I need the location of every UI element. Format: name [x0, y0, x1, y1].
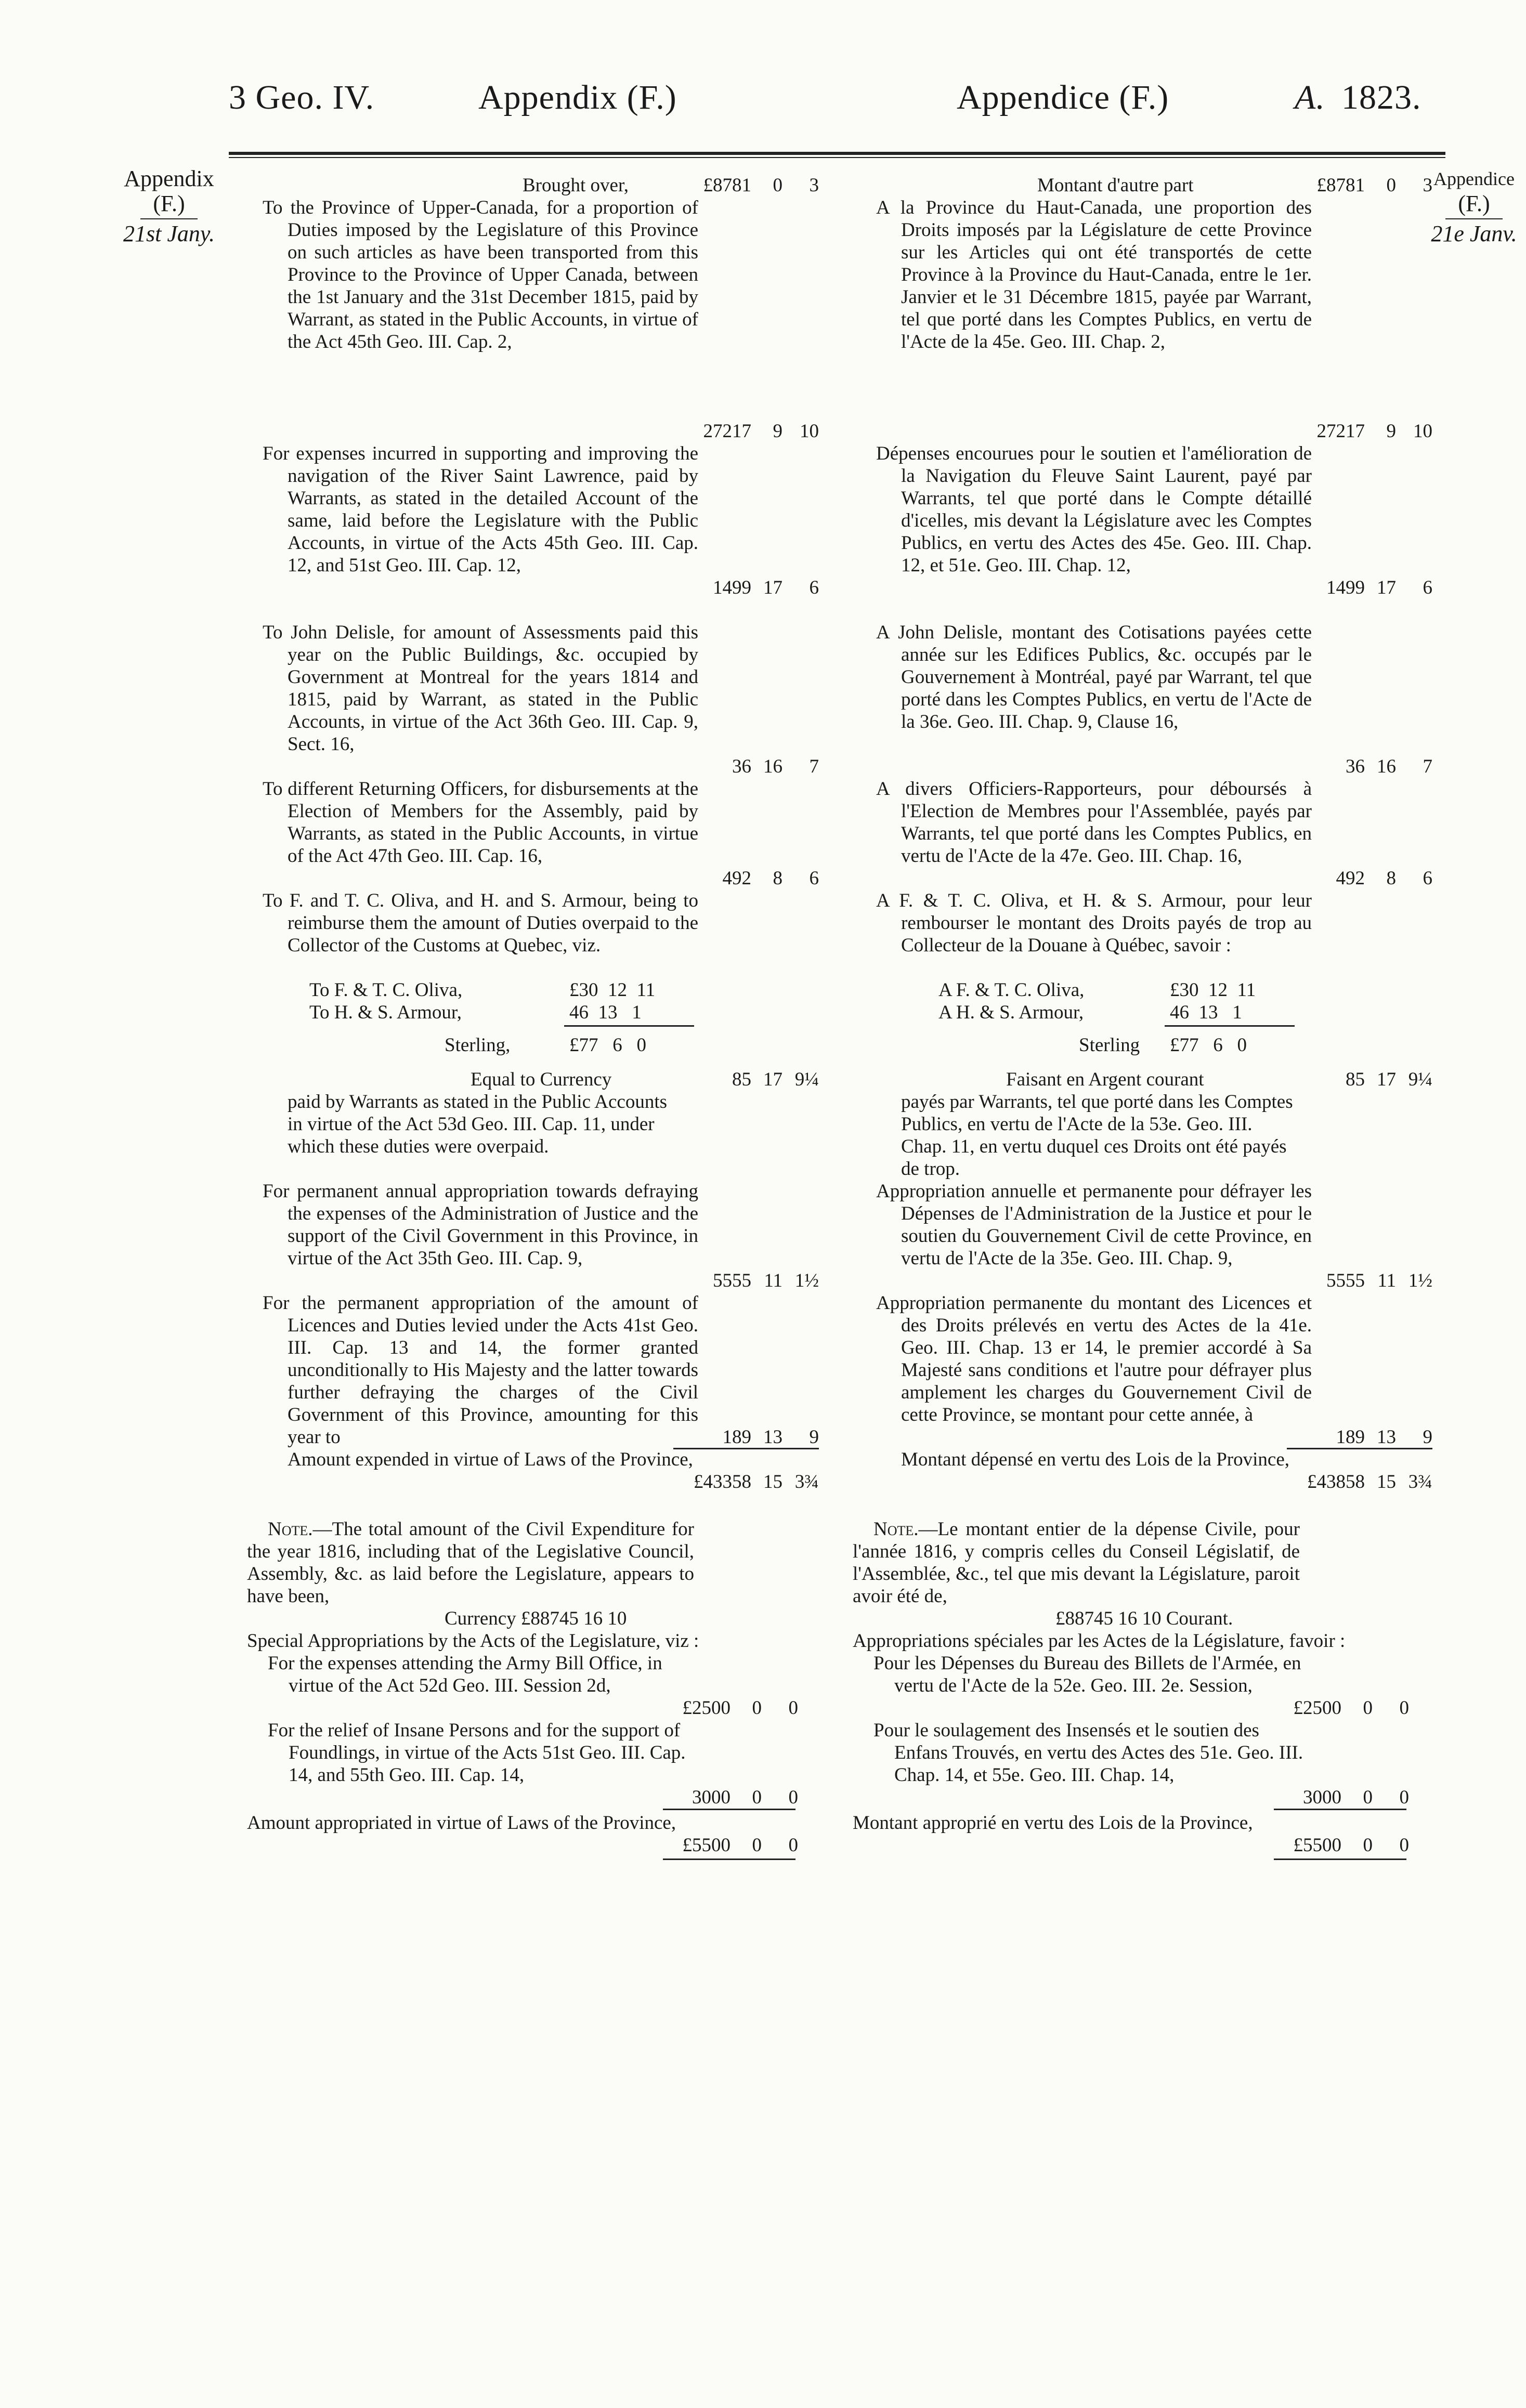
sidenote-brace	[140, 218, 198, 219]
header-year: 1823.	[1341, 78, 1421, 116]
equal-label: Equal to Currency	[471, 1069, 612, 1090]
sterling-label: Sterling	[1079, 1035, 1140, 1056]
entry-annual-appropriation	[263, 1180, 819, 1292]
note-paragraph	[247, 1518, 694, 1607]
note-item-text: Pour le soulagement des Insensés et le soutien des Enfans Trouvés, en vertu des Actes des 51e. Geo. III. Chap. 14, et 55e. Geo. III. Chap. 14,	[873, 1720, 1303, 1786]
entry-st-lawrence	[263, 442, 819, 621]
french-note	[853, 1518, 1414, 1856]
header-appendix-title: Appendix (F.)	[478, 78, 677, 116]
entry-text: To F. and T. C. Oliva, and H. and S. Armour, being to reimburse them the amount of Duties overpaid to the Collector of the Customs at Quebec, viz.	[263, 890, 698, 956]
note-item-text: For the relief of Insane Persons and for the support of Foundlings, in virtue of the Acts 51st Geo. III. Cap. 14, and 55th Geo. III. Cap. 14,	[268, 1720, 686, 1786]
entry-amount: 492 8 6	[1336, 868, 1432, 889]
sub-oliva	[263, 979, 798, 1001]
header-session: 3 Geo. IV.	[229, 78, 375, 116]
entry-text: Dépenses encourues pour le soutien et l'amélioration de la Navigation du Fleuve Saint Laurent, payé par Warrants, tel que porté dans le Compte détaillé d'icelles, mis devant la Législature avec les Comptes Publics, en vertu des Actes des 45e. Geo. III. Chap. 12, et 51e. Geo. III. Chap. 12,	[876, 443, 1312, 576]
note-item-amount: 3000 0 0	[1303, 1787, 1409, 1808]
brought-over-row	[876, 174, 1432, 197]
entry-returning-officers	[263, 778, 819, 889]
entry-text: For the permanent appropriation of the amount of Licences and Duties levied under the Acts 41st Geo. III. Cap. 13 and 14, the former granted unconditionally to His Majesty and the latter towards further defraying the charges of the Civil Government of this Province, amounting for this year to	[263, 1292, 698, 1448]
entry-text: A la Province du Haut-Canada, une proportion des Droits imposés par la Législature de cette Province sur les Articles qui ont été transportés de cette Province à la Province du Haut-Canada, entre le 1er. Janvier et le 31 Décembre 1815, payée par Warrant, tel que porté dans les Comptes Publics, en vertu de l'Acte de la 45e. Geo. III. Chap. 2,	[876, 197, 1312, 352]
note-item-army-bill	[853, 1652, 1414, 1719]
note-total-row	[247, 1809, 798, 1856]
french-column	[876, 174, 1432, 1493]
equal-text: payés par Warrants, tel que porté dans les Comptes Publics, en vertu de l'Acte de la 53e. Geo. III. Chap. 11, en vertu duquel ces Droits ont été payés de trop.	[901, 1091, 1293, 1180]
sub-armour-label: A H. & S. Armour,	[938, 1002, 1084, 1023]
entry-amount: 1499 17 6	[1326, 577, 1432, 598]
brought-over-amount: £8781 0 3	[1316, 175, 1432, 196]
note-total-underline	[663, 1859, 795, 1860]
english-note	[247, 1518, 798, 1856]
header-rule-thin	[229, 157, 1445, 158]
sterling-label: Sterling,	[445, 1035, 511, 1056]
sidenote-right-title: Appendice	[1433, 168, 1515, 189]
entry-amount: 36 16 7	[732, 756, 819, 777]
note-item-amount: 3000 0 0	[692, 1787, 798, 1808]
equal-currency-row	[876, 1068, 1432, 1091]
entry-text: A divers Officiers-Rapporteurs, pour déboursés à l'Election de Membres pour l'Assemblée, payés par Warrants, tel que porté dans les Comptes Publics, en vertu de l'Acte de la 47e. Geo. III. Chap. 16,	[876, 778, 1312, 867]
note-item-amount: £2500 0 0	[682, 1697, 798, 1719]
note-item-amount: £2500 0 0	[1293, 1697, 1409, 1719]
equal-text: paid by Warrants as stated in the Public Accounts in virtue of the Act 53d Geo. III. Cap. 11, under which these duties were overpaid.	[288, 1091, 668, 1157]
entry-oliva-armour	[876, 889, 1412, 979]
entry-delisle	[876, 621, 1432, 778]
entry-text: For expenses incurred in supporting and improving the navigation of the River Saint Lawrence, paid by Warrants, as stated in the detailed Account of the same, laid before the Legislature with the Public Accounts, in virtue of the Acts 45th Geo. III. Cap. 12, and 51st Geo. III. Cap. 12,	[263, 443, 698, 576]
note-item-text: Pour les Dépenses du Bureau des Billets de l'Armée, en vertu de l'Acte de la 52e. Geo. III. 2e. Session,	[873, 1653, 1301, 1696]
sub-armour	[263, 1001, 798, 1024]
entry-amount: 5555 11 1½	[713, 1270, 819, 1291]
equal-label: Faisant en Argent courant	[1006, 1069, 1204, 1090]
entry-text: To John Delisle, for amount of Assessments paid this year on the Public Buildings, &c. occupied by Government at Montreal for the years 1814 and 1815, paid by Warrant, as stated in the Public Accounts, in virtue of the Act 36th Geo. III. Cap. 9, Sect. 16,	[263, 622, 698, 755]
sterling-amount: £77 6 0	[569, 1035, 646, 1056]
note-item-army-bill	[247, 1652, 798, 1719]
note-paragraph	[853, 1518, 1300, 1607]
total-label: Montant dépensé en vertu des Lois de la Province,	[901, 1449, 1289, 1470]
total-label: Amount expended in virtue of Laws of the Province,	[288, 1449, 693, 1470]
total-amount: £43858 15 3¾	[1307, 1471, 1432, 1493]
sub-armour	[876, 1001, 1412, 1024]
entry-amount: 5555 11 1½	[1326, 1270, 1432, 1291]
sidenote-right-date: 21e Janv.	[1431, 221, 1517, 246]
total-row	[263, 1448, 819, 1493]
entry-text: To different Returning Officers, for disbursements at the Election of Members for the Assembly, paid by Warrants, as stated in the Public Accounts, in virtue of the Act 47th Geo. III. Cap. 16,	[263, 778, 698, 867]
entry-haut-canada	[876, 197, 1432, 442]
sidenote-right-sub: (F.)	[1458, 191, 1490, 216]
note-special: Special Appropriations by the Acts of the Legislature, viz :	[247, 1630, 699, 1652]
note-text: —The total amount of the Civil Expenditure for the year 1816, including that of the Legislative Council, Assembly, &c. as laid before the Legislature, appears to have been,	[247, 1519, 694, 1607]
note-item-insane	[853, 1719, 1414, 1809]
entry-saint-laurent	[876, 442, 1432, 621]
entry-upper-canada	[263, 197, 819, 442]
entry-amount: 492 8 6	[722, 868, 819, 889]
brought-over-label: Brought over,	[523, 175, 629, 196]
note-total-row	[853, 1809, 1414, 1856]
note-special: Appropriations spéciales par les Actes de la Législature, favoir :	[853, 1630, 1346, 1652]
note-total-amount: £5500 0 0	[1293, 1835, 1409, 1856]
total-amount: £43358 15 3¾	[694, 1471, 819, 1493]
total-row	[876, 1448, 1432, 1493]
note-total-underline	[1274, 1859, 1406, 1860]
sub-oliva-label: To F. & T. C. Oliva,	[309, 979, 463, 1001]
entry-annual-appropriation	[876, 1180, 1432, 1292]
header-rule	[229, 152, 1445, 155]
brought-over-label: Montant d'autre part	[1037, 175, 1194, 196]
sub-armour-label: To H. & S. Armour,	[309, 1002, 462, 1023]
entry-delisle	[263, 621, 819, 778]
entry-text: A F. & T. C. Oliva, et H. & S. Armour, pour leur rembourser le montant des Droits payés de trop au Collecteur de la Douane à Québec, savoir :	[876, 890, 1312, 956]
sidenote-left-title: Appendix	[124, 166, 214, 191]
entry-text: Appropriation permanente du montant des Licences et des Droits prélevés en vertu des Actes de la 41e. Geo. III. Chap. 13 er 14, le premier accordé à Sa Majesté sans conditions et l'autre pour défrayer plus amplement les charges du Gouvernement Civil de cette Province, se montant pour cette année, à	[876, 1292, 1312, 1425]
sub-oliva-label: A F. & T. C. Oliva,	[938, 979, 1085, 1001]
brought-over-row	[263, 174, 819, 197]
note-total-label: Montant approprié en vertu des Lois de la Province,	[853, 1812, 1253, 1834]
note-item-insane	[247, 1719, 798, 1809]
note-currency: £88745 16 10 Courant.	[1055, 1608, 1233, 1629]
header-appendice-title: Appendice (F.)	[957, 78, 1169, 116]
entry-text: A John Delisle, montant des Cotisations payées cette année sur les Edifices Publics, &c. occupés par le Gouvernement à Montréal, payé par Warrant, tel que porté dans les Comptes Publics, en vertu de l'Acte de la 36e. Geo. III. Chap. 9, Clause 16,	[876, 622, 1312, 732]
sidenote-left	[117, 166, 221, 246]
equal-amount: 85 17 9¼	[732, 1069, 819, 1090]
equal-currency-row	[263, 1068, 819, 1091]
sub-oliva-amount: £30 12 11	[569, 979, 656, 1001]
note-lead: Note.	[268, 1519, 313, 1540]
sidenote-left-date: 21st Jany.	[123, 221, 215, 246]
entry-text: To the Province of Upper-Canada, for a proportion of Duties imposed by the Legislature of this Province on such articles as have been transported from this Province to the Province of Upper Canada, between the 1st January and the 31st December 1815, paid by Warrant, as stated in the Public Accounts, in virtue of the Act 45th Geo. III. Cap. 2,	[263, 197, 698, 352]
note-total-label: Amount appropriated in virtue of Laws of the Province,	[247, 1812, 676, 1834]
entry-officiers	[876, 778, 1432, 889]
sterling-row	[263, 1024, 798, 1068]
entry-amount: 27217 9 10	[1316, 421, 1432, 442]
entry-text: For permanent annual appropriation towards defraying the expenses of the Administration of Justice and the support of the Civil Government in this Province, in virtue of the Act 35th Geo. III. Cap. 9,	[263, 1181, 698, 1269]
entry-amount: 189 13 9	[1336, 1427, 1432, 1448]
sub-oliva	[876, 979, 1412, 1001]
entry-amount: 36 16 7	[1346, 756, 1432, 777]
entry-licences	[876, 1292, 1432, 1448]
entry-amount: 189 13 9	[722, 1427, 819, 1448]
equal-amount: 85 17 9¼	[1346, 1069, 1432, 1090]
english-column	[263, 174, 819, 1493]
entry-oliva-armour	[263, 889, 798, 979]
entry-amount: 27217 9 10	[703, 421, 819, 442]
entry-text: Appropriation annuelle et permanente pour défrayer les Dépenses de l'Administration de la Justice et pour le soutien du Gouvernement Civil de cette Province, en vertu de l'Acte de la 35e. Geo. III. Chap. 9,	[876, 1181, 1312, 1269]
sidenote-right	[1422, 166, 1526, 246]
brought-over-amount: £8781 0 3	[703, 175, 819, 196]
note-lead: Note.	[873, 1519, 919, 1540]
note-text: —Le montant entier de la dépense Civile, pour l'année 1816, y compris celles du Conseil Législatif, de l'Assemblée, &c., tel que mis devant la Législature, paroit avoir été de,	[853, 1519, 1300, 1607]
sterling-row	[876, 1024, 1412, 1068]
entry-amount: 1499 17 6	[713, 577, 819, 598]
note-item-text: For the expenses attending the Army Bill Office, in virtue of the Act 52d Geo. III. Session 2d,	[268, 1653, 662, 1696]
sterling-amount: £77 6 0	[1170, 1035, 1247, 1056]
note-total-amount: £5500 0 0	[682, 1835, 798, 1856]
sub-oliva-amount: £30 12 11	[1170, 979, 1256, 1001]
entry-licences	[263, 1292, 819, 1448]
sidenote-brace-right	[1445, 218, 1503, 219]
header-letter: A.	[1295, 78, 1325, 116]
sub-armour-amount: 46 13 1	[569, 1002, 642, 1023]
note-currency: Currency £88745 16 10	[445, 1608, 627, 1629]
sub-armour-amount: 46 13 1	[1170, 1002, 1242, 1023]
sidenote-left-sub: (F.)	[153, 191, 185, 216]
